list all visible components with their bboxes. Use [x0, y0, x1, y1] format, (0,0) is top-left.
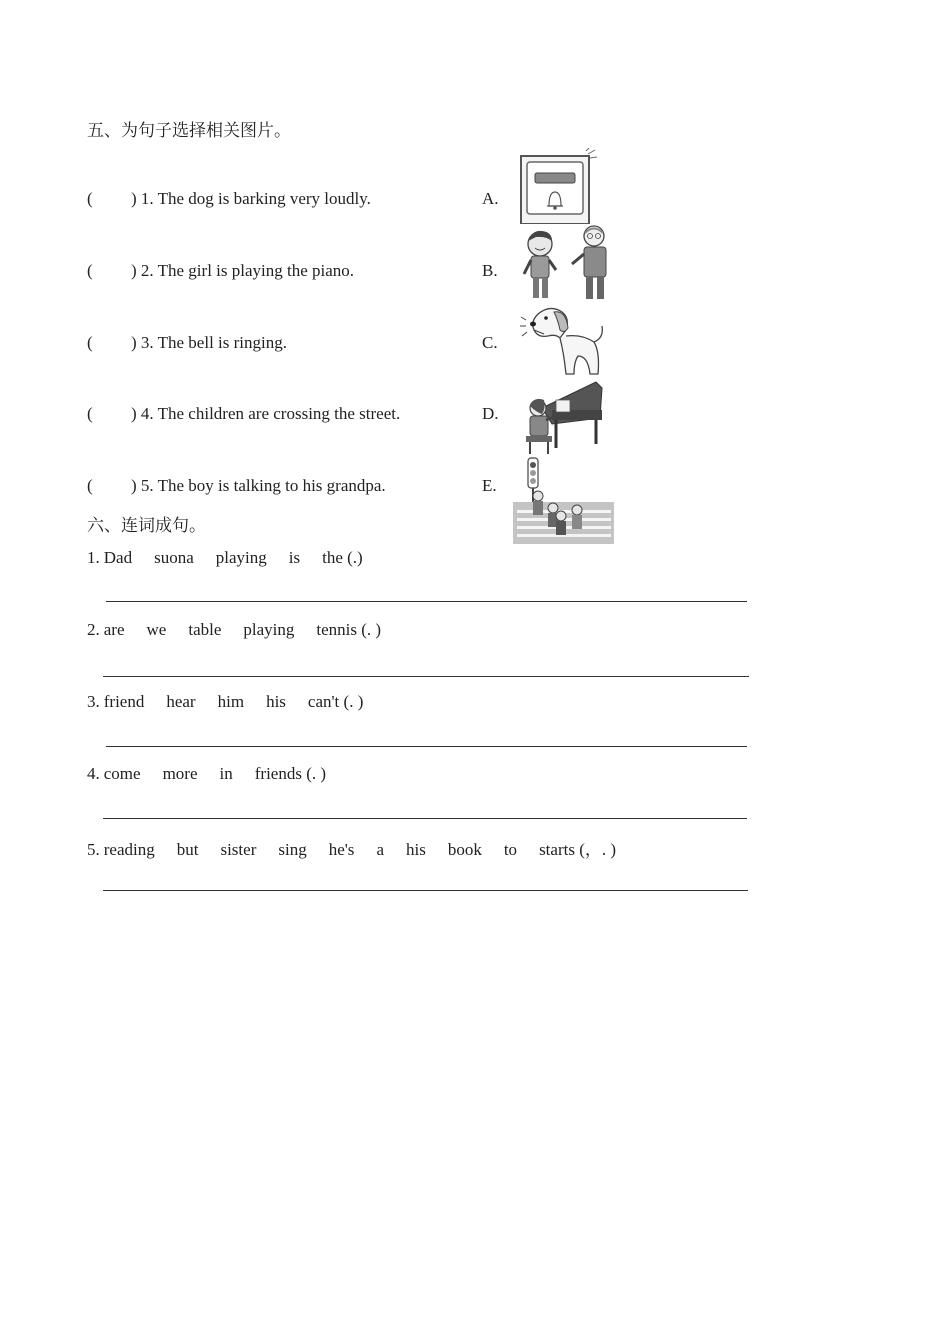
question-number: 3. [140, 333, 154, 352]
word: reading [103, 840, 155, 859]
word: tennis (. ) [316, 620, 382, 639]
option-d-label: D. [482, 404, 499, 423]
answer-line-3[interactable] [106, 746, 747, 747]
reorder-item-3 [87, 692, 385, 712]
word: playing [243, 620, 295, 639]
option-e-label: E. [482, 476, 497, 495]
reorder-item-4 [87, 764, 348, 784]
question-text: The bell is ringing. [157, 333, 287, 352]
word: more [162, 764, 198, 783]
word: is [288, 548, 301, 567]
answer-blank-open: ( [87, 404, 93, 423]
word: sing [278, 840, 307, 859]
answer-blank-open: ( [87, 476, 93, 495]
word: playing [215, 548, 267, 567]
item-number: 4. [87, 764, 100, 783]
item-number: 3. [87, 692, 100, 711]
answer-line-1[interactable] [106, 601, 747, 602]
reorder-item-5 [87, 835, 638, 860]
word: table [188, 620, 222, 639]
word: book [447, 840, 482, 859]
item-number: 5. [87, 840, 100, 859]
option-a-label: A. [482, 189, 499, 208]
word: friend [103, 692, 145, 711]
word: his [266, 692, 286, 711]
reorder-item-1 [87, 548, 385, 568]
word: suona [154, 548, 194, 567]
word: hear [166, 692, 196, 711]
girl-playing-piano-picture [522, 378, 604, 456]
question-number: 4. [140, 404, 154, 423]
item-number: 2. [87, 620, 100, 639]
section-6-title: 六、连词成句。 [87, 516, 206, 536]
word: but [176, 840, 199, 859]
word: come [103, 764, 141, 783]
word: him [217, 692, 245, 711]
word: to [503, 840, 518, 859]
answer-blank-close: ) [131, 333, 137, 352]
reorder-item-2 [87, 620, 403, 640]
bell-sign-picture [516, 148, 602, 224]
answer-blank-open: ( [87, 189, 93, 208]
question-1 [87, 189, 371, 209]
question-text: The children are crossing the street. [157, 404, 401, 423]
answer-line-4[interactable] [103, 818, 747, 819]
item-number: 1. [87, 548, 100, 567]
word: we [146, 620, 167, 639]
question-text: The boy is talking to his grandpa. [157, 476, 386, 495]
question-2 [87, 261, 354, 281]
section-5-title: 五、为句子选择相关图片。 [87, 121, 291, 141]
question-3 [87, 333, 287, 353]
answer-blank-open: ( [87, 261, 93, 280]
boy-and-grandpa-picture [516, 224, 612, 304]
word: the (.) [322, 548, 363, 567]
option-b-label: B. [482, 261, 498, 280]
barking-dog-picture [520, 304, 606, 378]
word: Dad [103, 548, 133, 567]
question-text: The girl is playing the piano. [157, 261, 355, 280]
answer-blank-close: ) [131, 404, 137, 423]
word: a [376, 840, 384, 859]
answer-line-2[interactable] [103, 676, 749, 677]
word: sister [220, 840, 257, 859]
question-5 [87, 476, 386, 496]
word: he's [328, 840, 355, 859]
word: are [103, 620, 125, 639]
children-crossing-street-picture [513, 456, 615, 546]
question-number: 5. [140, 476, 154, 495]
question-text: The dog is barking very loudly. [157, 189, 371, 208]
word: friends (. ) [254, 764, 327, 783]
word: in [219, 764, 233, 783]
answer-line-5[interactable] [103, 890, 748, 891]
question-number: 2. [140, 261, 154, 280]
word: can't (. ) [307, 692, 364, 711]
option-c-label: C. [482, 333, 498, 352]
answer-blank-close: ) [131, 476, 137, 495]
answer-blank-close: ) [131, 189, 137, 208]
answer-blank-close: ) [131, 261, 137, 280]
answer-blank-open: ( [87, 333, 93, 352]
question-number: 1. [140, 189, 154, 208]
word: starts (，. ) [539, 840, 617, 859]
question-4 [87, 404, 400, 424]
word: his [405, 840, 426, 859]
